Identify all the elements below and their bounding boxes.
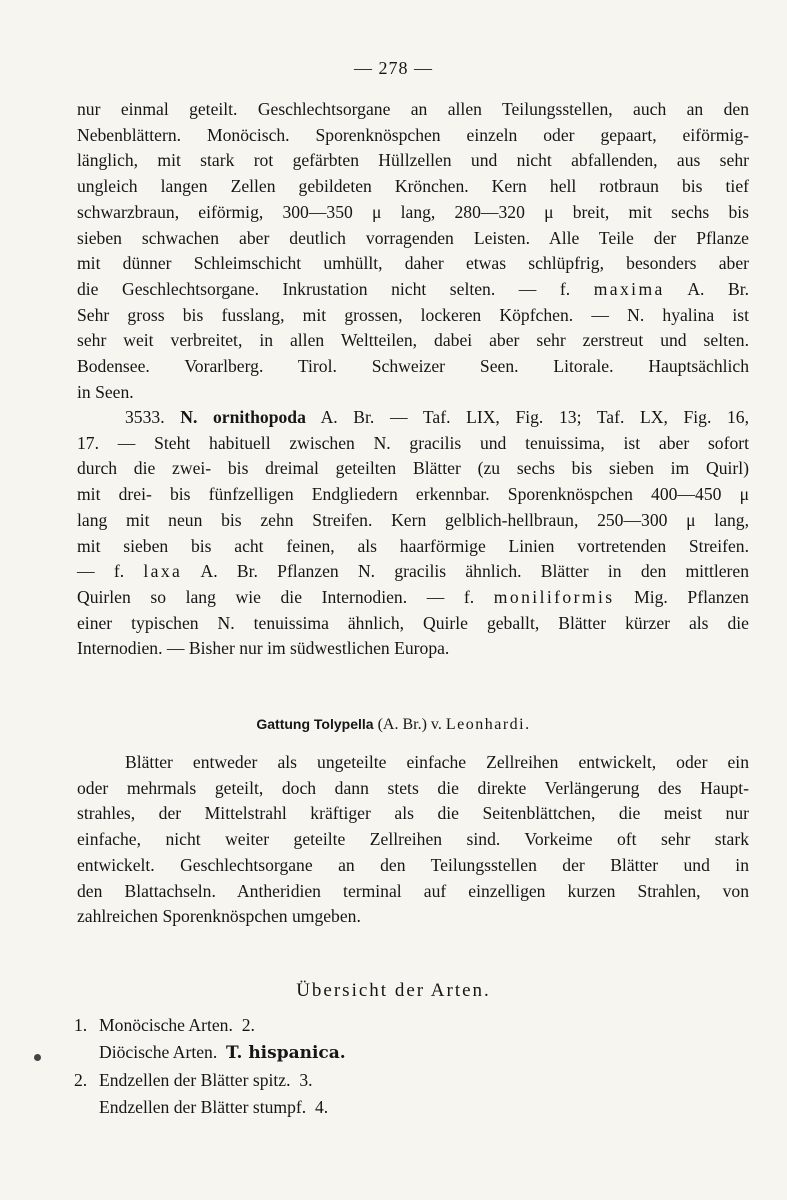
genus-author: (A. Br.) v. [377,716,442,733]
form-name-laxa: laxa [143,561,183,582]
paragraph-1 [77,97,749,405]
text-line: einfache, nicht weiter geteilte Zellreihen sind. Vorkeime oft sehr stark [77,829,749,850]
text-line: 17. — Steht habituell zwischen N. gracilis und tenuissima, ist aber sofort [77,432,749,453]
text-line: in Seen. [77,381,134,402]
text-line: lang mit neun bis zehn Streifen. Kern gelblich-hellbraun, 250—300 μ lang, [77,509,749,530]
text-line: nur einmal geteilt. Geschlechtsorgane an allen Teilungsstellen, auch an den [77,99,749,119]
text-line: durch die zwei- bis dreimal geteilten Blätter (zu sechs bis sieben im Quirl) [77,458,749,479]
text-line: sehr weit verbreitet, in allen Weltteilen, dabei aber sehr zerstreut und selten. [77,330,749,351]
text-line: mit drei- bis fünfzelligen Endgliedern erkennbar. Sporenknöspchen 400—450 μ [77,484,749,505]
genus-name: Gattung Tolypella [256,716,374,732]
key-ref: 2. [241,1015,255,1035]
text-line: Blätter entweder als ungeteilte einfache Zellreihen entwickelt, oder ein [125,752,749,772]
line-text: A. Br. [687,278,750,299]
text-line: schwarzbraun, eiförmig, 300—350 μ lang, 280—320 μ breit, mit sechs bis [77,201,749,222]
key-text: Endzellen der Blätter spitz. [99,1070,291,1090]
key-ref-species: T. hispanica. [226,1043,346,1063]
text-line: mit dünner Schleimschicht umhüllt, daher etwas schlüpfrig, besonders aber [77,253,749,274]
text-line: Internodien. — Bisher nur im südwestlichen Europa. [77,638,450,659]
key-number: 1. [74,1015,88,1035]
key-ref: 4. [314,1097,329,1117]
text-line: ungleich langen Zellen gebildeten Krönchen. Kern hell rotbraun bis tief [77,176,749,197]
key-row [74,1039,346,1067]
line-text: die Geschlechtsorgane. Inkrustation nicht selten. — f. [77,278,571,299]
text-line: länglich, mit stark rot gefärbten Hüllzellen und nicht abfallenden, aus sehr [77,150,749,171]
form-name-moniliformis: moniliformis [493,586,615,607]
key-number: 2. [74,1070,88,1090]
line-text: Quirlen so lang wie die Internodien. — f. [77,586,475,607]
key-text: Endzellen der Blätter stumpf. [99,1097,307,1117]
text-line [77,585,749,611]
genus-heading [0,716,787,734]
species-name: N. ornithopoda [180,407,306,427]
text-line: strahles, der Mittelstrahl kräftiger als die Seitenblättchen, die meist nur [77,803,749,824]
line-text: A. Br. Pflanzen N. gracilis ähnlich. Blätter in den mittleren [200,561,749,582]
line-text: A. Br. — Taf. LIX, Fig. 13; Taf. LX, Fig. 16, [320,407,749,427]
key-ref: 3. [299,1070,313,1090]
key-row [74,1067,346,1094]
form-name-maxima: maxima [593,278,665,299]
text-line: sieben schwachen aber deutlich vorragenden Leisten. Alle Teile der Pflanze [77,227,749,248]
key-row [74,1012,346,1039]
paragraph-2 [77,405,749,662]
page-number: — 278 — [354,58,433,78]
text-line: einer typischen N. tenuissima ähnlich, Quirle geballt, Blätter kürzer als die [77,612,749,633]
text-line: entwickelt. Geschlechtsorgane an den Teilungsstellen der Blätter und in [77,854,749,875]
key-text: Diöcische Arten. [99,1042,218,1062]
text-line: oder mehrmals geteilt, doch dann stets die direkte Verlängerung des Haupt- [77,777,749,798]
text-line: zahlreichen Sporenknöspchen umgeben. [77,906,361,927]
ink-speck [34,1054,41,1061]
line-text: Mig. Pflanzen [634,586,749,607]
overview-heading: Übersicht der Arten. [296,980,491,1001]
paragraph-3 [77,750,749,930]
text-line: Bodensee. Vorarlberg. Tirol. Schweizer Seen. Litorale. Hauptsächlich [77,356,749,377]
text-line: Nebenblättern. Monöcisch. Sporenknöspchen einzeln oder gepaart, eiförmig- [77,124,749,145]
line-text: — f. [77,561,125,582]
genus-author-name: Leonhardi. [445,716,531,733]
species-key [74,1012,346,1121]
text-line: Sehr gross bis fusslang, mit grossen, lockeren Köpfchen. — N. hyalina ist [77,304,749,325]
key-row [74,1094,346,1121]
species-number: 3533. [125,407,165,427]
text-line [77,559,749,585]
key-text: Monöcische Arten. [99,1015,233,1035]
species-entry-line [77,405,749,431]
text-line [77,277,749,303]
text-line: mit sieben bis acht feinen, als haarförmige Linien vortretenden Streifen. [77,535,749,556]
text-line: den Blattachseln. Antheridien terminal auf einzelligen kurzen Strahlen, von [77,880,749,901]
